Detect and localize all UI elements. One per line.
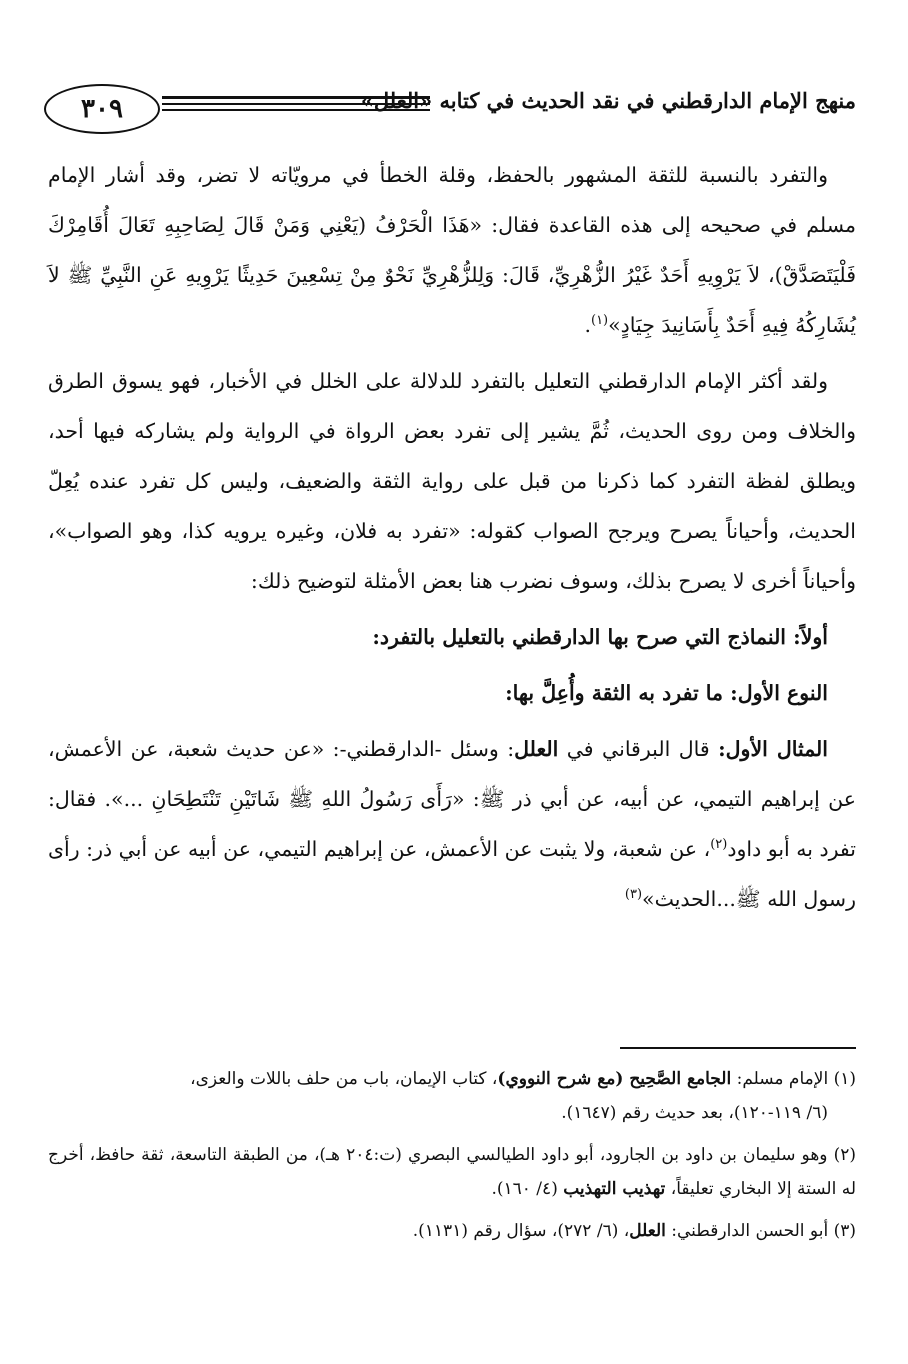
book-title: العلل [514,737,559,761]
footnote-2: (٢) وهو سليمان بن داود بن الجارود، أبو داود الطيالسي البصري (ت:٢٠٤ هـ)، من الطبقة التاسعة، ثقة حافظ، أخرج له الستة إلا البخاري تعليقاً، تهذيب التهذيب (٤/ ١٦٠). [48,1145,857,1199]
page-number: ٣٠٩ [44,84,160,134]
paragraph: والتفرد بالنسبة للثقة المشهور بالحفظ، وقلة الخطأ في مرويّاته لا تضر، وقد أشار الإمام مسلم في صحيحه إلى هذه القاعدة فقال: «هَذَا الْحَرْفُ (يَعْنِي وَمَنْ قَالَ لِصَاحِبِهِ تَعَالَ أُقَامِرْكَ فَلْيَتَصَدَّقْ)، لاَ يَرْوِيهِ أَحَدٌ غَيْرُ الزُّهْرِيِّ، قَالَ: وَلِلزُّهْرِيِّ نَحْوٌ مِنْ تِسْعِينَ حَدِيثًا يَرْوِيهِ عَنِ النَّبِيِّ ﷺ لاَ يُشَارِكُهُ فِيهِ أَحَدٌ بِأَسَانِيدَ جِيَادٍ»$^{(١)}$. [48,163,856,337]
example-label: المثال الأول: [718,737,828,761]
running-title: منهج الإمام الدارقطني في نقد الحديث في كتابه «العلل» [360,88,856,113]
footnote-3: (٣) أبو الحسن الدارقطني: العلل، (٦/ ٢٧٢)، سؤال رقم (١١٣١). [412,1221,856,1241]
book-title: العلل [629,1221,666,1241]
footnote-divider [620,1047,856,1049]
example-paragraph: المثال الأول: قال البرقاني في العلل: وسئل -الدارقطني-: «عن حديث شعبة، عن الأعمش، عن إبراهيم التيمي، عن أبيه، عن أبي ذر ﷺ: «رَأَى رَسُولُ اللهِ ﷺ شَاتَيْنِ تَنْتَطِحَانِ ...». فقال: تفرد به أبو داود$^{(٢)}$، عن شعبة، ولا يثبت عن الأعمش، عن إبراهيم التيمي، عن أبيه عن أبي ذر: رأى رسول الله ﷺ...الحديث»$^{(٣)}$ [48,737,856,911]
footnote-ref: (١) [590,313,609,329]
footnote-1-continued: (٦/ ١١٩-١٢٠)، بعد حديث رقم (١٦٤٧). [561,1103,828,1123]
section-heading: أولاً: النماذج التي صرح بها الدارقطني بالتعليل بالتفرد: [372,625,828,649]
subsection-heading: النوع الأول: ما تفرد به الثقة وأُعِلَّ بها: [505,681,828,705]
main-text [48,150,856,924]
footnotes [48,1062,856,1256]
book-title: تهذيب التهذيب [563,1179,666,1199]
footnote-ref: (٢) [710,837,728,853]
footnote-ref: (٣) [624,887,643,903]
page-header [44,78,856,138]
paragraph: ولقد أكثر الإمام الدارقطني التعليل بالتفرد للدلالة على الخلل في الأخبار، فهو يسوق الطرق والخلاف ومن روى الحديث، ثُمَّ يشير إلى تفرد بعض الرواة في الرواية ولم يشاركه فيها أحد، ويطلق لفظة التفرد كما ذكرنا من قبل على رواية الثقة والضعيف، وليس كل تفرد عنده يُعِلّ الحديث، وأحياناً يصرح ويرجح الصواب كقوله: «تفرد به فلان، وغيره يرويه كذا، وهو الصواب»، وأحياناً أخرى لا يصرح بذلك، وسوف نضرب هنا بعض الأمثلة لتوضيح ذلك: [48,369,856,593]
book-title: الجامع الصَّحِيح (مع شرح النووي) [497,1069,732,1089]
footnote-1: (١) الإمام مسلم: الجامع الصَّحِيح (مع شرح النووي)، كتاب الإيمان، باب من حلف باللات والعزى، [190,1069,856,1089]
